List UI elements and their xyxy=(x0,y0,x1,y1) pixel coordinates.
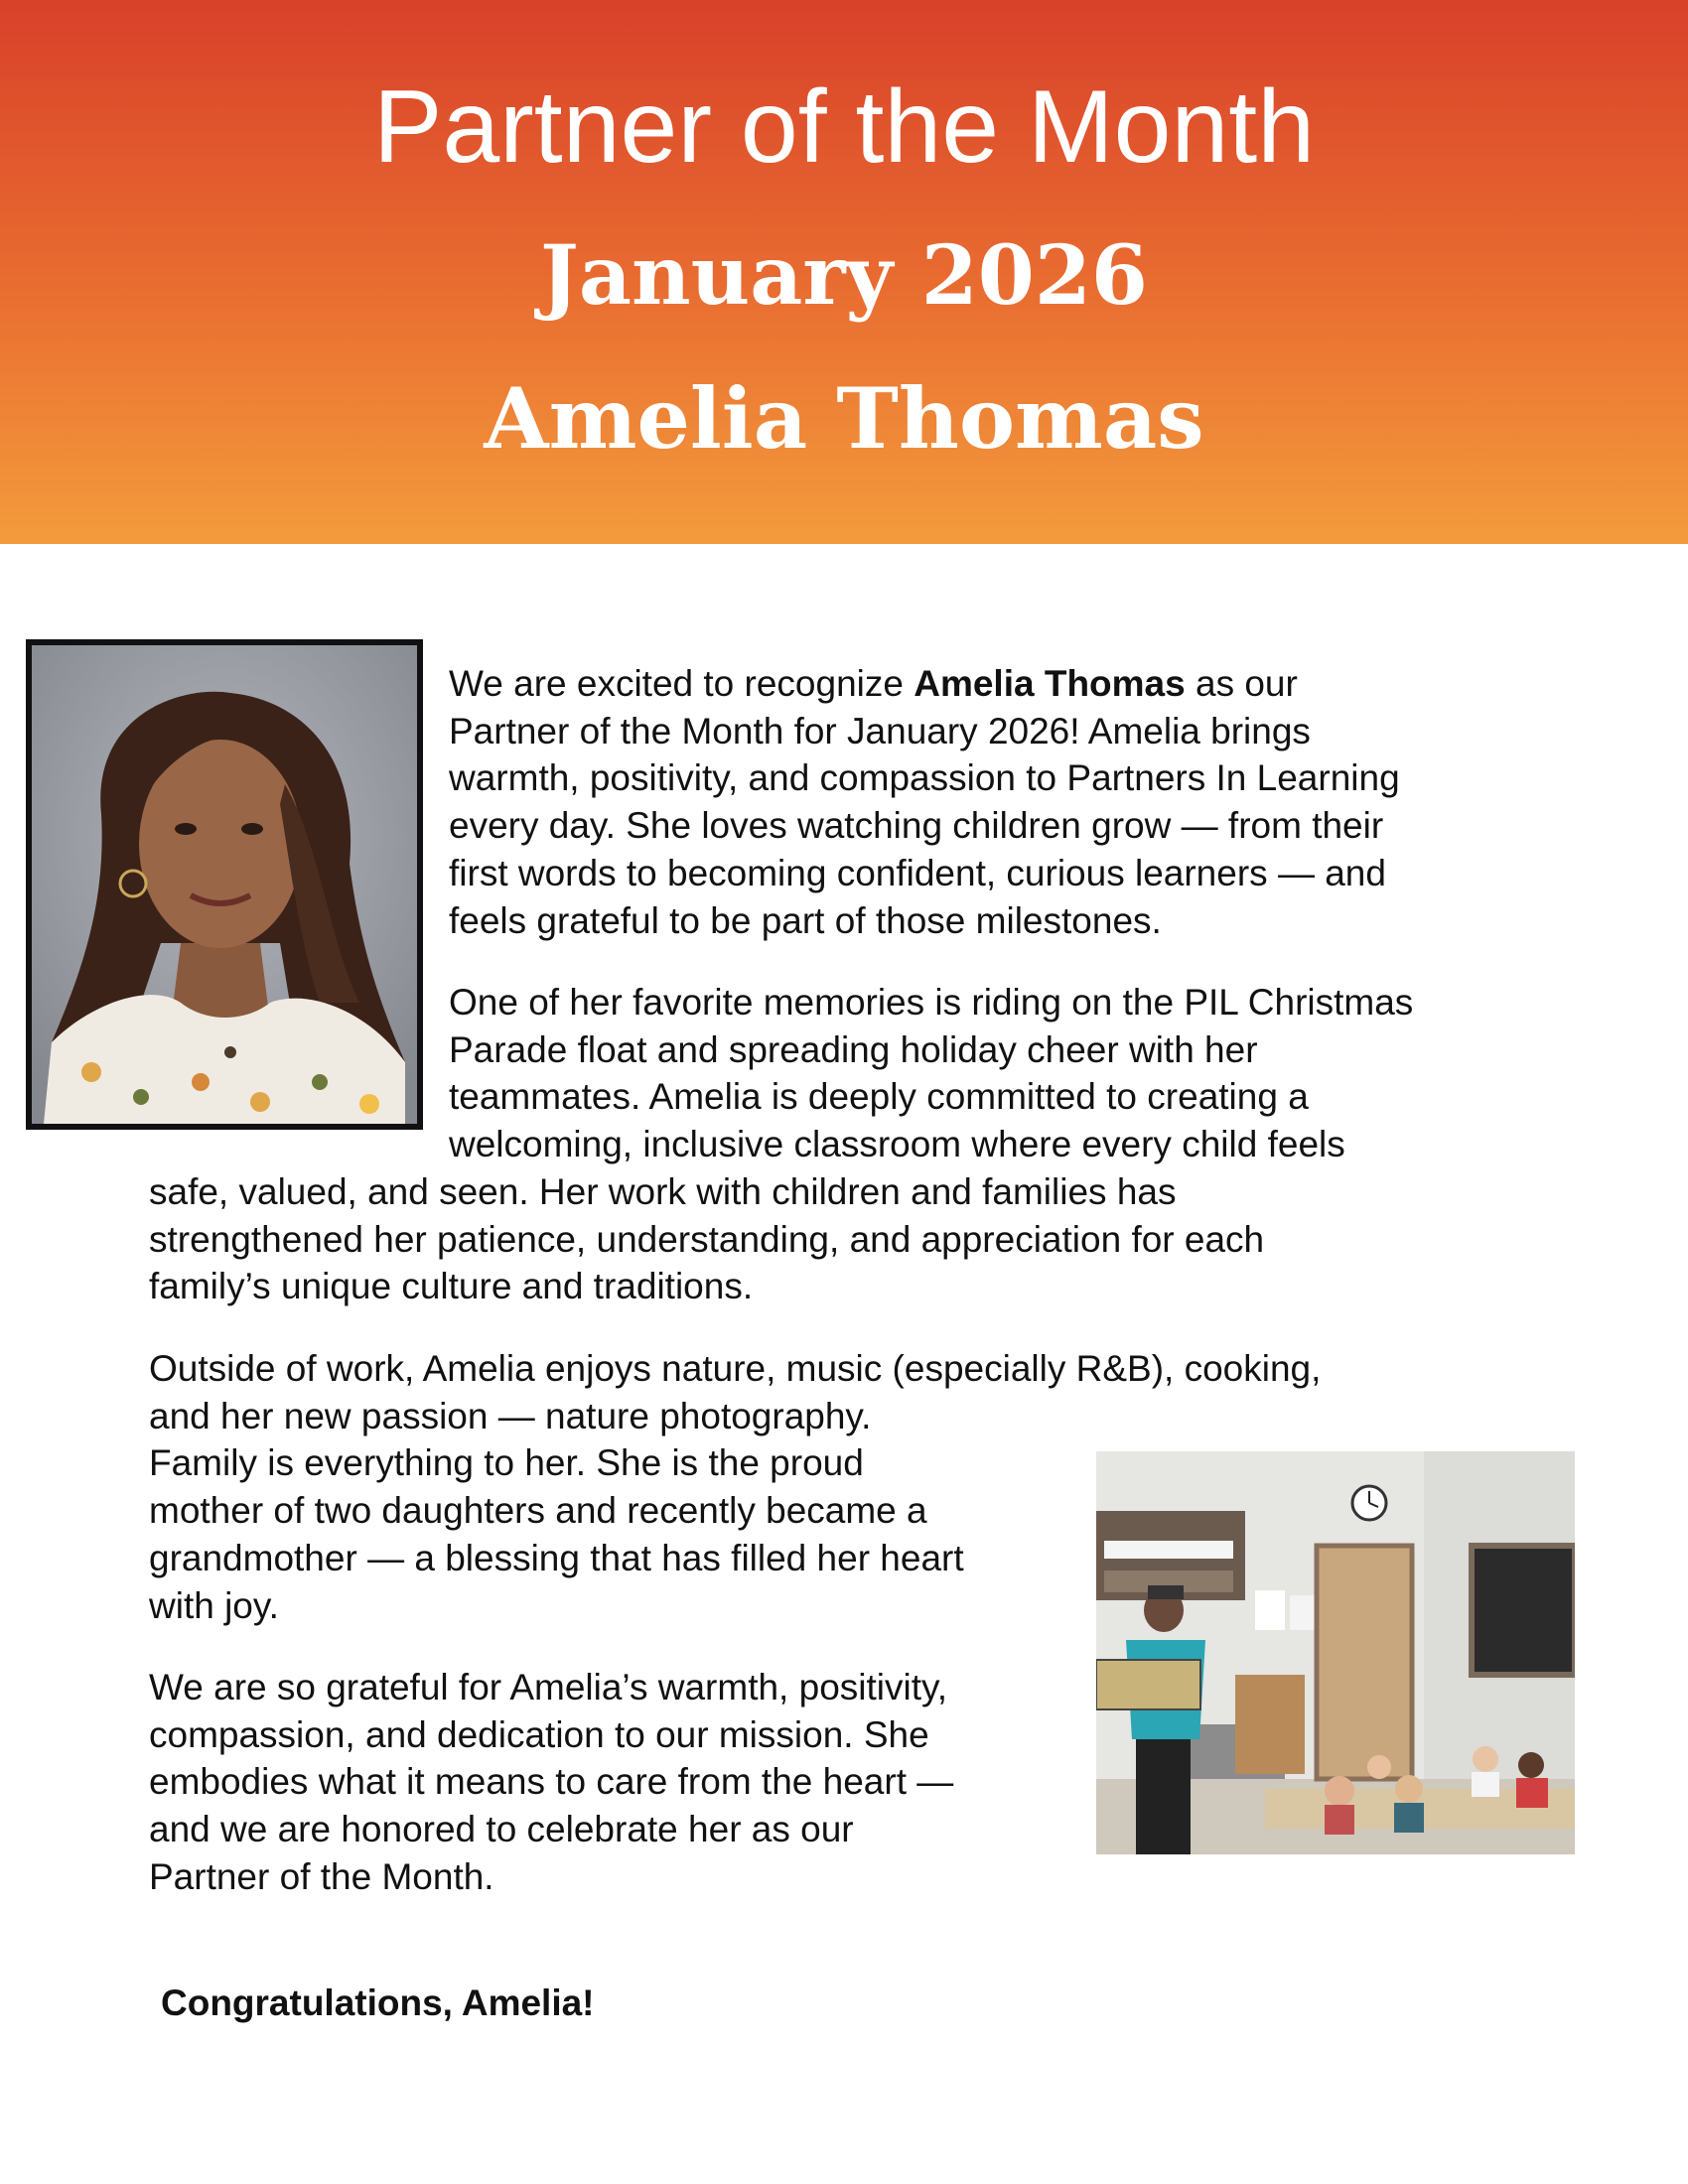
text-line: and we are honored to celebrate her as our xyxy=(149,1809,854,1850)
text-line: Partner of the Month. xyxy=(149,1855,494,1897)
text-line: Parade float and spreading holiday cheer with her xyxy=(449,1028,1258,1070)
text-line: Family is everything to her. She is the proud xyxy=(149,1442,864,1484)
paragraph-memories-continued xyxy=(149,1168,1264,1310)
text-line xyxy=(449,660,1400,708)
header-banner xyxy=(0,0,1688,544)
text-line: Outside of work, Amelia enjoys nature, music (especially R&B), cooking, xyxy=(149,1348,1322,1389)
text-line-part: We are excited to recognize xyxy=(449,663,914,704)
text-line: compassion, and dedication to our mission. She xyxy=(149,1713,929,1755)
text-line: with joy. xyxy=(149,1584,279,1626)
paragraph-memories xyxy=(449,979,1413,1168)
text-line-part: as our xyxy=(1185,663,1298,704)
text-line: teammates. Amelia is deeply committed to creating a xyxy=(449,1076,1309,1118)
portrait-photo xyxy=(26,639,423,1130)
honoree-name: Amelia Thomas xyxy=(914,663,1186,704)
text-line: feels grateful to be part of those milestones. xyxy=(449,899,1162,941)
banner-date: January 2026 xyxy=(540,228,1148,324)
text-line: strengthened her patience, understanding, and appreciation for each xyxy=(149,1218,1265,1260)
banner-title: Partner of the Month xyxy=(372,69,1316,185)
text-line: family’s unique culture and traditions. xyxy=(149,1266,754,1307)
paragraph-intro xyxy=(449,660,1400,944)
text-line: One of her favorite memories is riding on the PIL Christmas xyxy=(449,982,1414,1023)
text-line: first words to becoming confident, curious learners — and xyxy=(449,852,1386,893)
text-line: mother of two daughters and recently became a xyxy=(149,1490,927,1532)
text-line: grandmother — a blessing that has filled her heart xyxy=(149,1537,964,1578)
text-line: Partner of the Month for January 2026! Amelia brings xyxy=(449,710,1311,751)
text-line: and her new passion — nature photography. xyxy=(149,1395,872,1436)
text-line: embodies what it means to care from the heart — xyxy=(149,1761,954,1803)
text-line: We are so grateful for Amelia’s warmth, positivity, xyxy=(149,1667,948,1707)
text-line: safe, valued, and seen. Her work with children and families has xyxy=(149,1171,1177,1212)
closing-congratulations: Congratulations, Amelia! xyxy=(161,1982,595,2023)
text-line: warmth, positivity, and compassion to Partners In Learning xyxy=(449,757,1400,799)
paragraph-gratitude xyxy=(149,1664,953,1901)
text-line: every day. She loves watching children grow — from their xyxy=(449,805,1384,847)
text-line: welcoming, inclusive classroom where every child feels xyxy=(449,1124,1345,1165)
classroom-photo xyxy=(1096,1451,1575,1854)
banner-name: Amelia Thomas xyxy=(484,369,1204,468)
